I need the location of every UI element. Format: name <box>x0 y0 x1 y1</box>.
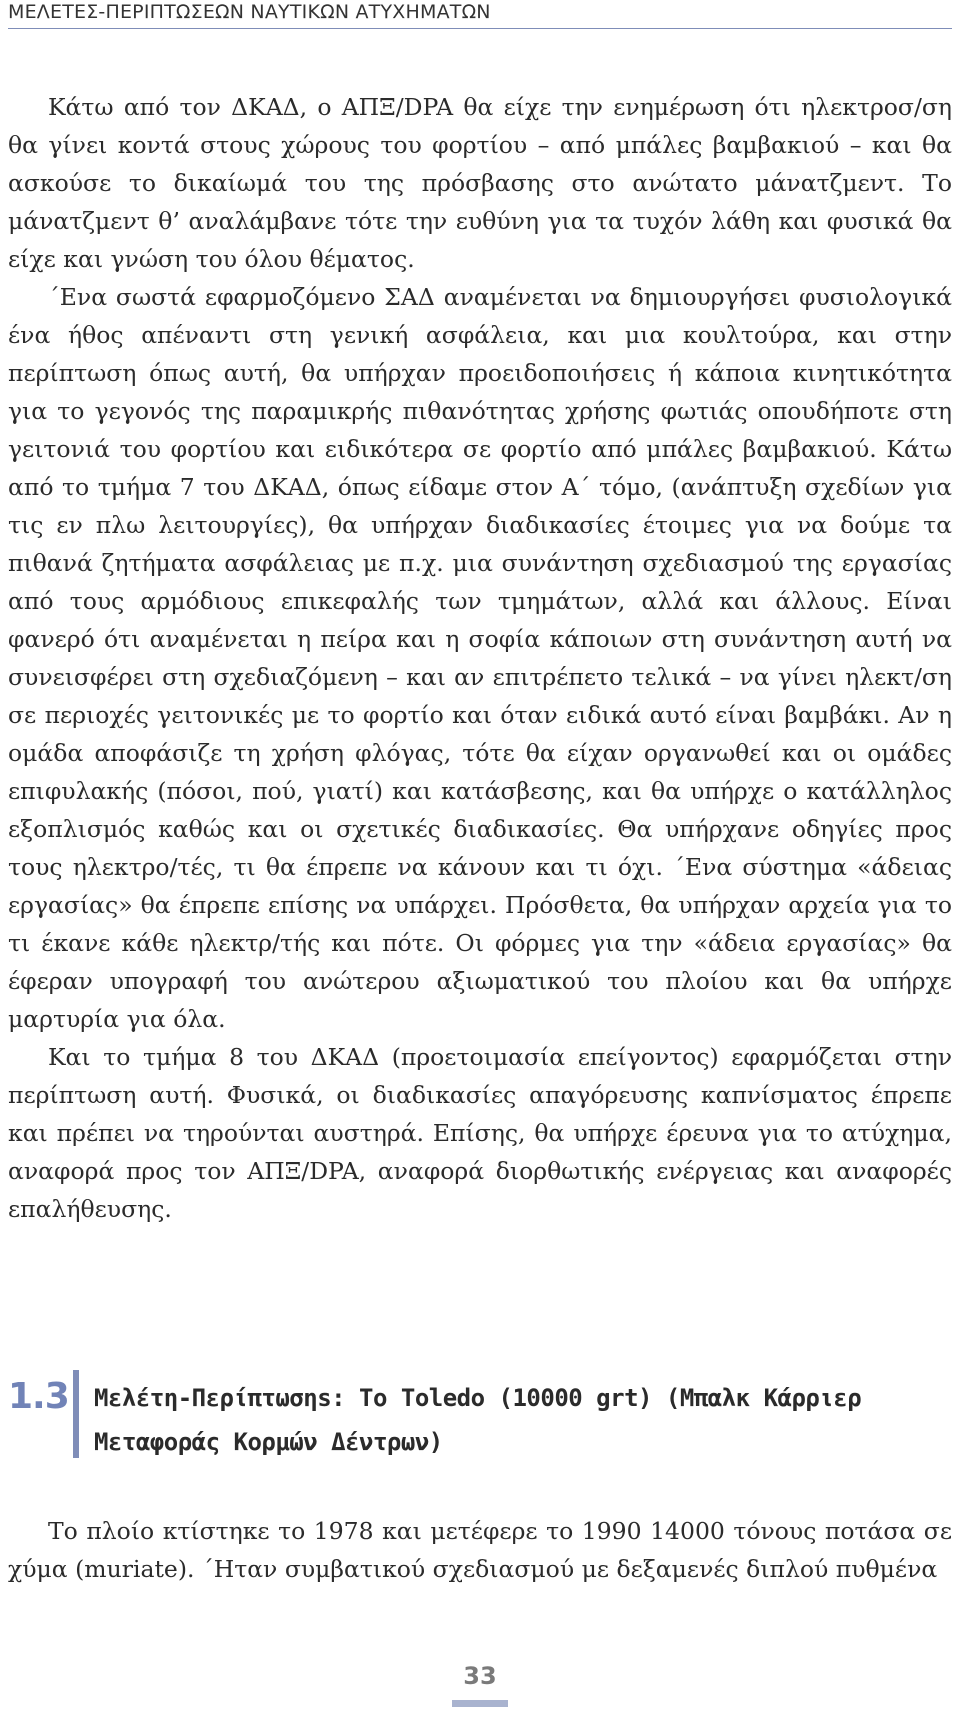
section-heading <box>8 1370 952 1474</box>
running-header: ΜΕΛΕΤΕΣ-ΠΕΡΙΠΤΩΣΕΩΝ ΝΑΥΤΙΚΩΝ ΑΤΥΧΗΜΑΤΩΝ <box>8 0 952 29</box>
page-number-bar <box>452 1700 508 1707</box>
section-divider <box>73 1370 79 1458</box>
section-title-line-2: Μεταφοράς Κορμών Δέντρων) <box>94 1428 443 1456</box>
paragraph-1: Κάτω από τον ΔΚΑΔ, ο ΑΠΞ/DPA θα είχε την ενημέρωση ότι ηλεκτροσ/ση θα γίνει κοντά στους χώρους του φορτίου – από μπάλες βαμβακιού – και θα ασκούσε το δικαίωμά του της πρόσβασης στο ανώτατο μάνατζμεντ. Το μάνατζμεντ θ’ αναλάμβανε τότε την ευθύνη για τα τυχόν λάθη και φυσικά θα είχε και γνώση του όλου θέματος. <box>8 93 952 273</box>
body-text-section <box>8 1512 952 1588</box>
section-number: 1.3 <box>8 1376 69 1417</box>
body-text-top <box>8 88 952 1228</box>
paragraph-3: Και το τμήμα 8 του ΔΚΑΔ (προετοιμασία επείγοντος) εφαρμόζεται στην περίπτωση αυτή. Φυσικά, οι διαδικασίες απαγόρευσης καπνίσματος έπρεπε και πρέπει να τηρούνται αυστηρά. Επίσης, θα υπήρχε έρευνα για το ατύχημα, αναφορά προς τον ΑΠΞ/DPA, αναφορά διορθωτικής ενέργειας και αναφορές επαλήθευσης. <box>8 1043 952 1223</box>
page-number: 33 <box>463 1662 497 1690</box>
section-paragraph: Το πλοίο κτίστηκε το 1978 και μετέφερε το 1990 14000 τόνους ποτάσα σε χύμα (muriate). ΄Ηταν συμβατικού σχεδιασμού με δεξαμενές διπλού πυθμένα <box>8 1517 952 1583</box>
section-title-line-1: Μελέτη-Περίπτωσηs: Το Toledo (10000 grt) (Μπαλκ Κάρριερ <box>94 1384 862 1412</box>
section-title <box>94 1376 954 1464</box>
paragraph-2: ΄Ενα σωστά εφαρμοζόμενο ΣΑΔ αναμένεται να δημιουργήσει φυσιολογικά ένα ήθος απέναντι στη γενική ασφάλεια, και μια κουλτούρα, και στην περίπτωση όπως αυτή, θα υπήρχαν προειδοποιήσεις ή κάποια κινητικότητα για το γεγονός της παραμικρής πιθανότητας χρήσης φωτιάς οπουδήποτε στη γειτονιά του φορτίου και ειδικότερα σε φορτίο από μπάλες βαμβακιού. Κάτω από το τμήμα 7 του ΔΚΑΔ, όπως είδαμε στον Α΄ τόμο, (ανάπτυξη σχεδίων για τις εν πλω λειτουργίες), θα υπήρχαν διαδικασίες έτοιμες για να δούμε τα πιθανά ζητήματα ασφάλειας με π.χ. μια συνάντηση σχεδιασμού της εργασίας από τους αρμόδιους επικεφαλής των τμημάτων, αλλά και άλλους. Είναι φανερό ότι αναμένεται η πείρα και η σοφία κάποιων στη συνάντηση αυτή να συνεισφέρει στη σχεδιαζόμενη – και αν επιτρέπετο τελικά – να γίνει ηλεκτ/ση σε περιοχές γειτονικές με το φορτίο και όταν ειδικά αυτό είναι βαμβάκι. Αν η ομάδα αποφάσιζε τη χρήση φλόγας, τότε θα είχαν οργανωθεί και οι ομάδες επιφυλακής (πόσοι, πού, γιατί) και κατάσβεσης, και θα υπήρχε ο κατάλληλος εξοπλισμός καθώς και οι σχετικές διαδικασίες. Θα υπήρχανε οδηγίες προς τους ηλεκτρο/τές, τι θα έπρεπε να κάνουν και τι όχι. ΄Ενα σύστημα «άδειας εργασίας» θα έπρεπε επίσης να υπάρχει. Πρόσθετα, θα υπήρχαν αρχεία για το τι έκανε κάθε ηλεκτρ/τής και πότε. Οι φόρμες για την «άδεια εργασίας» θα έφεραν υπογραφή του ανώτερου αξιωματικού του πλοίου και θα υπήρχε μαρτυρία για όλα. <box>8 283 952 1033</box>
